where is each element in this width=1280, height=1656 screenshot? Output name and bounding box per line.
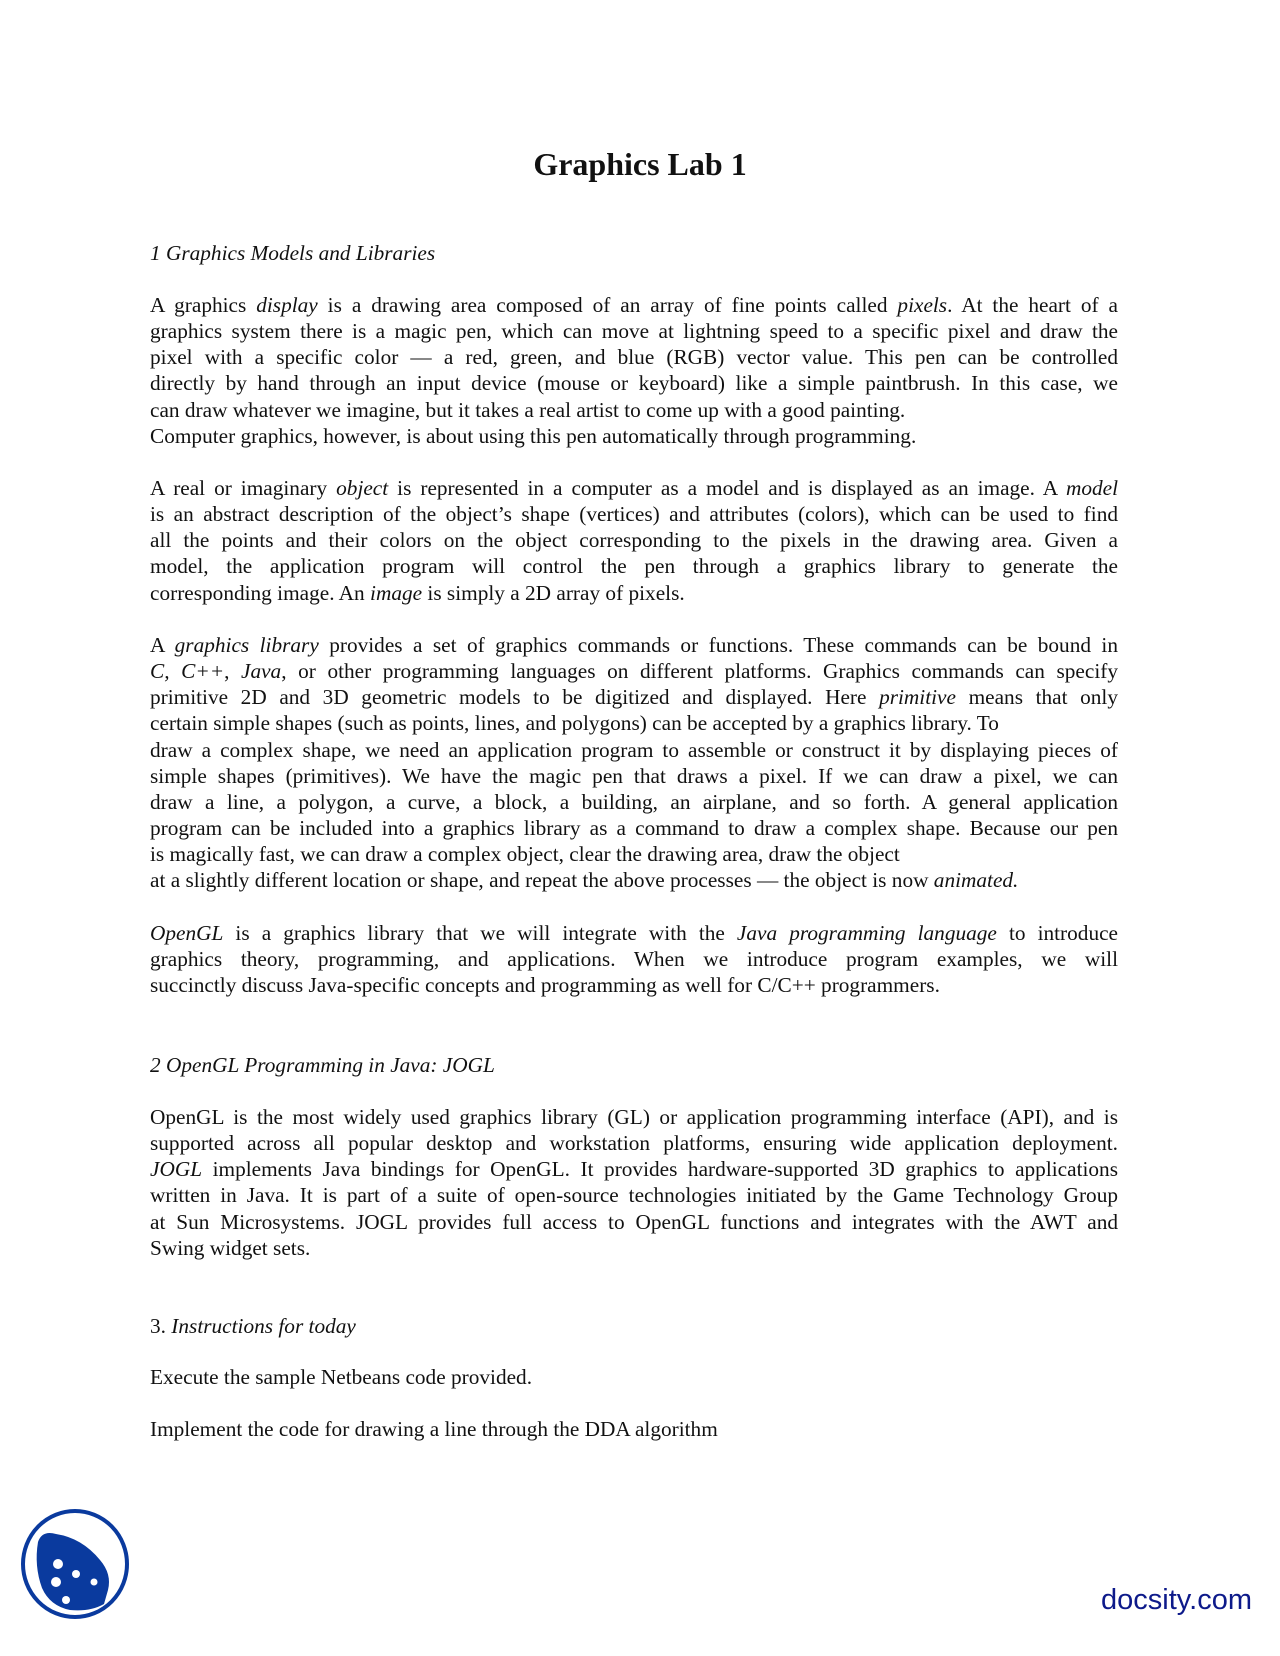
text: graphics system there is a magic pen, which can move at lightning speed to a specific pixel and draw the: [150, 319, 1118, 344]
italic-text: Java programming language: [736, 921, 997, 945]
italic-text: C, C++: [150, 659, 225, 684]
text: program can be included into a graphics library as a command to draw a complex shape. Because our pen: [150, 816, 1118, 840]
paragraph-display: [150, 292, 1118, 449]
paragraph-jogl: [150, 1104, 1118, 1261]
text: ,: [224, 659, 241, 684]
instruction-2: [150, 1416, 1118, 1442]
italic-text: image: [370, 580, 423, 605]
text: is simply a 2D array of pixels.: [422, 580, 685, 605]
italic-text: model: [1065, 476, 1118, 500]
italic-text: graphics library: [174, 633, 319, 657]
text-line: [150, 658, 1118, 684]
text-line: [150, 946, 1118, 972]
text-line: [150, 527, 1118, 553]
text: succinctly discuss Java-specific concepts and programming as well for C/C++ programmers.: [150, 973, 940, 998]
text: provides a set of graphics commands or functions. These commands can be bound in: [318, 633, 1118, 657]
paragraph-graphics-library: [150, 632, 1118, 893]
text-line: [150, 1182, 1118, 1208]
text: simple shapes (primitives). We have the magic pen that draws a pixel. If we can draw a pixel, we can: [150, 763, 1118, 788]
section-1-heading: [150, 240, 1118, 266]
text-line: [150, 710, 1118, 736]
italic-text: Instructions for today: [171, 1314, 356, 1338]
text: pixel with a specific color — a red, green, and blue (RGB) vector value. This pen can be controlled: [150, 345, 1118, 370]
text-line: [150, 632, 1118, 658]
italic-text: OpenGL: [150, 921, 224, 945]
text: A: [150, 633, 175, 657]
text-line: [150, 737, 1118, 763]
text-line: [150, 397, 1118, 423]
text-line: [150, 1209, 1118, 1235]
text-line: [150, 1313, 1118, 1339]
text-line: [150, 240, 1118, 266]
text: implements Java bindings for OpenGL. It provides hardware-supported 3D graphics to applications: [202, 1157, 1118, 1182]
text: A graphics: [150, 293, 257, 317]
text-line: [150, 1364, 1118, 1390]
text: is magically fast, we can draw a complex object, clear the drawing area, draw the object: [150, 842, 900, 867]
text-line: [150, 684, 1118, 710]
text-line: [150, 841, 1118, 867]
text: model, the application program will control the pen through a graphics library to generate the: [150, 554, 1118, 579]
text: can draw whatever we imagine, but it takes a real artist to come up with a good painting.: [150, 397, 906, 422]
text-line: [150, 789, 1118, 815]
text: all the points and their colors on the object corresponding to the pixels in the drawing area. Given a: [150, 528, 1118, 553]
text: Swing widget sets.: [150, 1235, 311, 1260]
text: at a slightly different location or shape, and repeat the above processes — the object is now: [150, 868, 934, 893]
text-line: [150, 580, 1118, 606]
text: draw a complex shape, we need an application program to assemble or construct it by displaying pieces of: [150, 737, 1118, 762]
text: supported across all popular desktop and workstation platforms, ensuring wide application deployment.: [150, 1131, 1118, 1156]
text: Computer graphics, however, is about using this pen automatically through programming.: [150, 423, 917, 448]
document-title: Graphics Lab 1: [533, 146, 747, 182]
text: Implement the code for drawing a line through the DDA algorithm: [150, 1417, 718, 1441]
italic-text: Java: [241, 659, 282, 684]
text: is represented in a computer as a model and is displayed as an image. A: [388, 476, 1066, 500]
text-line: [150, 344, 1118, 370]
text: directly by hand through an input device (mouse or keyboard) like a simple paintbrush. In this case, we: [150, 371, 1118, 396]
paragraph-opengl: [150, 920, 1118, 998]
text: is a graphics library that we will integrate with the: [223, 921, 737, 945]
italic-text: 2 OpenGL Programming in Java: JOGL: [150, 1053, 495, 1077]
text: Execute the sample Netbeans code provided.: [150, 1365, 533, 1389]
text-line: [150, 370, 1118, 396]
text: draw a line, a polygon, a curve, a block, a building, an airplane, and so forth. A general application: [150, 789, 1118, 814]
text: , or other programming languages on different platforms. Graphics commands can specify: [281, 659, 1118, 684]
italic-text: display: [256, 293, 318, 317]
text-line: [150, 1052, 1118, 1078]
text: to introduce: [996, 921, 1118, 945]
italic-text: primitive: [879, 685, 956, 710]
italic-text: 1 Graphics Models and Libraries: [150, 241, 436, 265]
text-line: [150, 1416, 1118, 1442]
italic-text: object: [336, 476, 389, 500]
text: means that only: [955, 685, 1118, 710]
text: certain simple shapes (such as points, lines, and polygons) can be accepted by a graphics library. To: [150, 711, 999, 736]
text: OpenGL is the most widely used graphics library (GL) or application programming interface (API), and is: [150, 1105, 1118, 1129]
text-line: [150, 1235, 1118, 1261]
text: is a drawing area composed of an array of fine points called: [317, 293, 898, 317]
text: is an abstract description of the object’s shape (vertices) and attributes (colors), which can be used to find: [150, 502, 1118, 527]
text-line: [150, 501, 1118, 527]
text-line: [150, 1104, 1118, 1130]
text-line: [150, 815, 1118, 841]
text-line: [150, 763, 1118, 789]
text-line: [150, 423, 1118, 449]
text: . At the heart of a: [947, 293, 1118, 317]
text-line: [150, 1130, 1118, 1156]
text-line: [150, 475, 1118, 501]
text-line: [150, 1156, 1118, 1182]
text: at Sun Microsystems. JOGL provides full access to OpenGL functions and integrates with the AWT and: [150, 1209, 1118, 1234]
text-line: [150, 553, 1118, 579]
text-line: [150, 867, 1118, 893]
text: primitive 2D and 3D geometric models to be digitized and displayed. Here: [150, 685, 880, 710]
text-line: [150, 318, 1118, 344]
paragraph-model: [150, 475, 1118, 606]
section-3-heading: [150, 1313, 1118, 1339]
text: graphics theory, programming, and applications. When we introduce program examples, we will: [150, 947, 1118, 972]
text: 3.: [150, 1314, 172, 1338]
text-line: [150, 292, 1118, 318]
text-line: [150, 920, 1118, 946]
text-line: [150, 972, 1118, 998]
text: corresponding image. An: [150, 580, 371, 605]
italic-text: animated.: [933, 868, 1019, 893]
text: A real or imaginary: [150, 476, 337, 500]
text: written in Java. It is part of a suite of open-source technologies initiated by the Game Technology Group: [150, 1183, 1118, 1208]
docsity-brand-link[interactable]: docsity.com: [1101, 1584, 1252, 1616]
section-2-heading: [150, 1052, 1118, 1078]
instruction-1: [150, 1364, 1118, 1390]
italic-text: pixels: [897, 293, 948, 317]
italic-text: JOGL: [150, 1157, 203, 1182]
docsity-logo-icon: [20, 1508, 130, 1620]
